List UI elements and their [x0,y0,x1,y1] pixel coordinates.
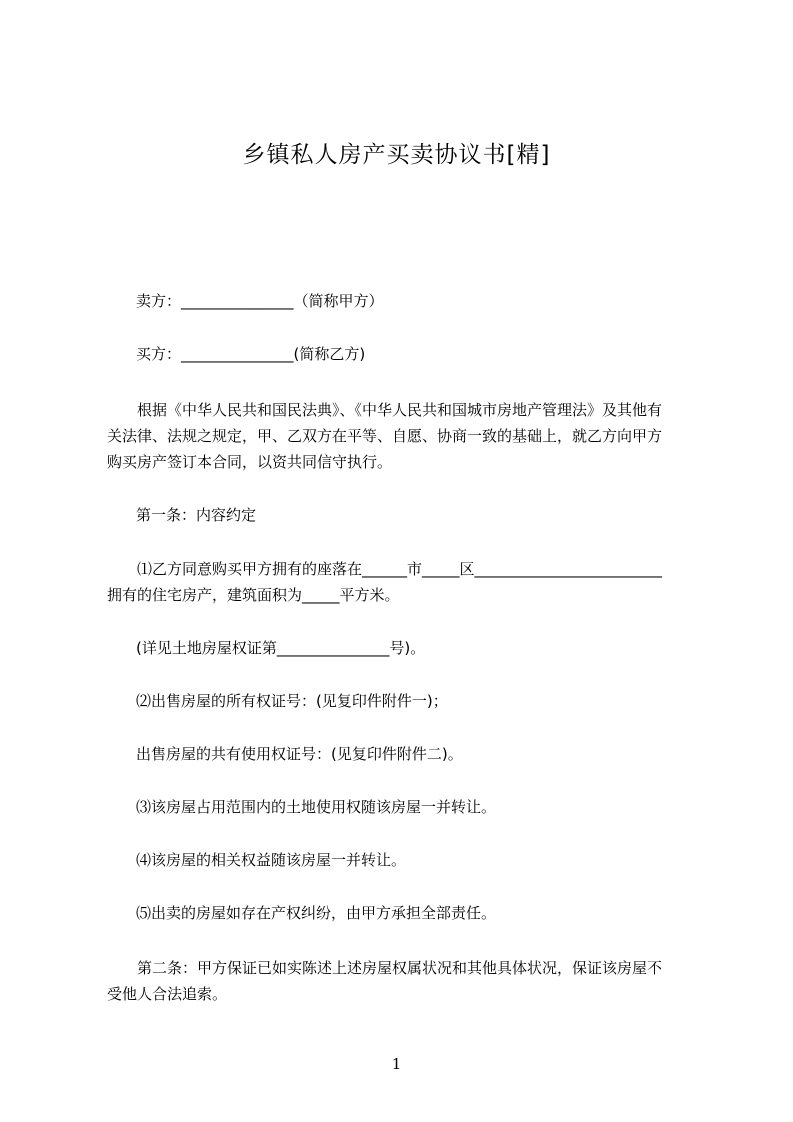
page-number: 1 [391,1055,402,1073]
clause1-detail: (详见土地房屋权证第_______________号)。 [136,639,426,657]
clause1-line: ⑴乙方同意购买甲方拥有的座落在______市_____区_________________________ [137,560,663,578]
intro-line: 关法律、法规之规定，甲、乙双方在平等、自愿、协商一致的基础上，就乙方向甲方 [107,427,663,445]
clause2: ⑵出售房屋的所有权证号：(见复印件附件一)； [136,692,448,710]
intro-paragraph [107,397,699,475]
page-title: 乡镇私人房产买卖协议书[精] [242,142,551,168]
seller-line: 卖方：_______________（简称甲方） [136,292,384,310]
clause3: ⑶该房屋占用范围内的土地使用权随该房屋一并转让。 [136,798,497,816]
clause2-extra: 出售房屋的共有使用权证号：(见复印件附件二)。 [136,745,463,763]
article2-line: 受他人合法追索。 [107,985,228,1003]
buyer-line: 买方：_______________(简称乙方) [136,345,366,363]
clause4: ⑷该房屋的相关权益随该房屋一并转让。 [136,851,407,869]
article1-heading: 第一条：内容约定 [136,506,257,524]
intro-line: 根据《中华人民共和国民法典》、《中华人民共和国城市房地产管理法》及其他有 [137,401,663,419]
intro-line: 购买房产签订本合同，以资共同信守执行。 [107,453,393,471]
clause5: ⑸出卖的房屋如存在产权纠纷，由甲方承担全部责任。 [136,904,497,922]
clause1-paragraph [107,556,699,608]
clause1-line: 拥有的住宅房产，建筑面积为_____平方米。 [107,586,400,604]
article2-paragraph [107,955,699,1007]
article2-line: 第二条：甲方保证已如实陈述上述房屋权属状况和其他具体状况，保证该房屋不 [137,959,663,977]
